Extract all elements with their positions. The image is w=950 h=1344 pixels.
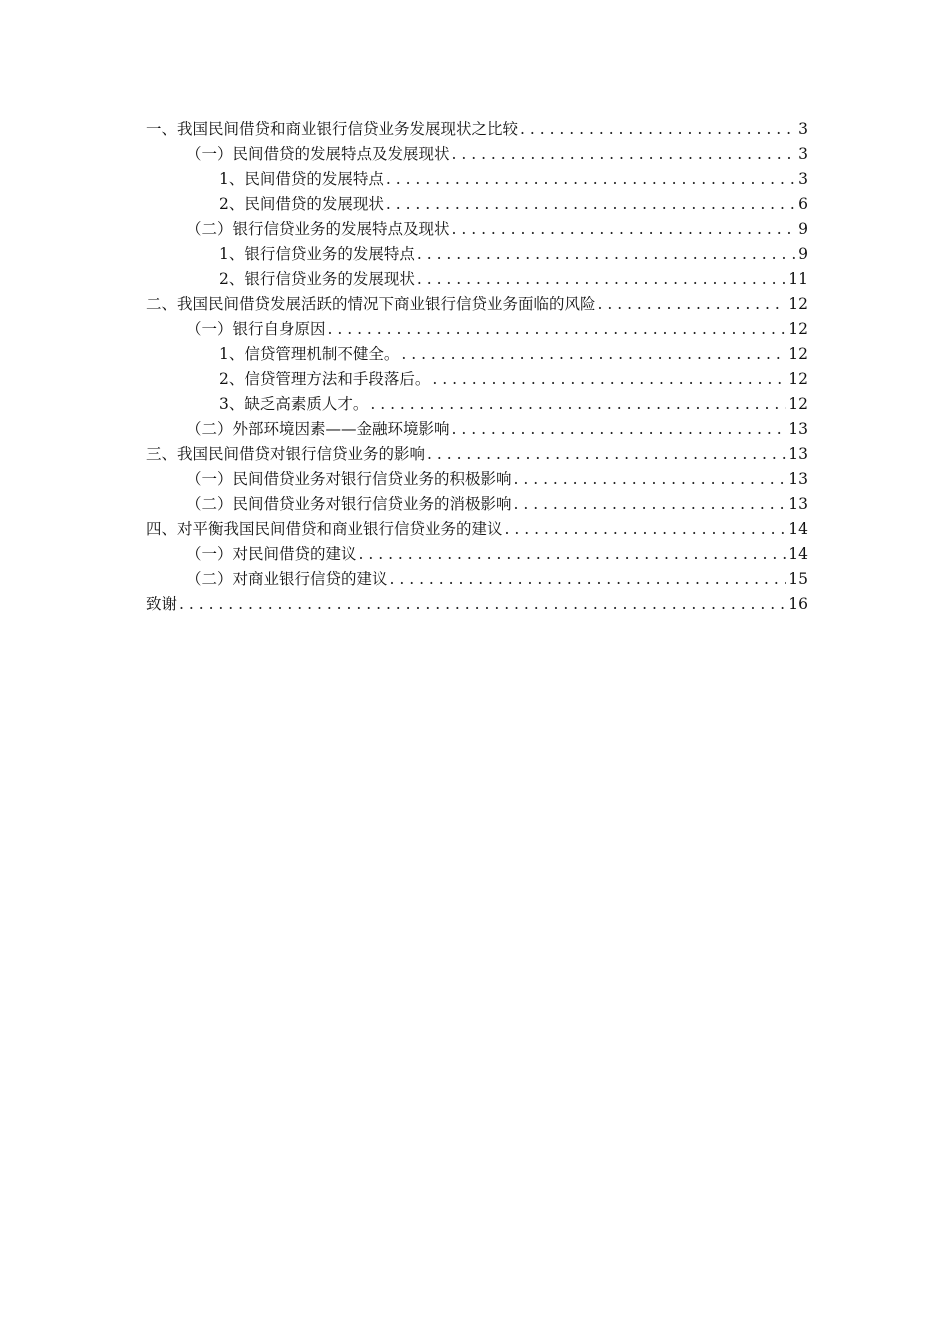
toc-page-number: 13 [788,445,808,463]
toc-dot-leader [399,342,786,367]
toc-entry[interactable] [146,592,808,617]
toc-entry-label: （二）对商业银行信贷的建议 [186,570,388,588]
toc-dot-leader [450,142,797,167]
toc-entry-label: 三、我国民间借贷对银行信贷业务的影响 [146,445,426,463]
toc-entry[interactable] [146,217,808,242]
toc-dot-leader [384,192,796,217]
toc-page-number: 13 [788,495,808,513]
toc-entry-label: 致谢 [146,595,178,613]
toc-dot-leader [512,467,787,492]
toc-entry-label: （一）民间借贷的发展特点及发展现状 [186,145,450,163]
toc-entry[interactable] [146,417,808,442]
toc-entry-label: （二）民间借贷业务对银行信贷业务的消极影响 [186,495,512,513]
toc-entry[interactable] [146,542,808,567]
toc-entry[interactable] [146,442,808,467]
toc-entry[interactable] [146,367,808,392]
toc-entry-label: （二）银行信贷业务的发展特点及现状 [186,220,450,238]
toc-entry[interactable] [146,392,808,417]
toc-entry[interactable] [146,242,808,267]
toc-page-number: 14 [788,545,808,563]
toc-entry[interactable] [146,517,808,542]
toc-entry-label: 四、对平衡我国民间借贷和商业银行信贷业务的建议 [146,520,503,538]
toc-entry-label: 3、缺乏高素质人才。 [219,395,369,413]
toc-page-number: 11 [788,270,808,288]
toc-entry[interactable] [146,142,808,167]
toc-entry-label: （一）民间借贷业务对银行信贷业务的积极影响 [186,470,512,488]
toc-entry[interactable] [146,567,808,592]
toc-page-number: 12 [788,345,808,363]
toc-dot-leader [177,592,786,617]
toc-dot-leader [430,367,786,392]
toc-entry-label: 2、民间借贷的发展现状 [219,195,384,213]
toc-page-number: 12 [788,295,808,313]
toc-entry[interactable] [146,467,808,492]
toc-page-number: 3 [798,170,808,188]
toc-page-number: 3 [798,120,808,138]
toc-dot-leader [450,417,787,442]
toc-entry[interactable] [146,492,808,517]
toc-entry-label: （一）对民间借贷的建议 [186,545,357,563]
toc-dot-leader [450,217,797,242]
toc-page-number: 9 [798,245,808,263]
toc-entry[interactable] [146,292,808,317]
toc-entry-label: 1、银行信贷业务的发展特点 [219,245,415,263]
toc-page-number: 12 [788,395,808,413]
toc-entry-label: 二、我国民间借贷发展活跃的情况下商业银行信贷业务面临的风险 [146,295,596,313]
toc-entry[interactable] [146,267,808,292]
toc-page-number: 12 [788,320,808,338]
toc-entry[interactable] [146,342,808,367]
toc-dot-leader [425,442,786,467]
table-of-contents [146,117,808,617]
toc-dot-leader [503,517,787,542]
toc-page-number: 9 [798,220,808,238]
toc-dot-leader [326,317,787,342]
toc-entry[interactable] [146,117,808,142]
toc-entry[interactable] [146,317,808,342]
toc-dot-leader [596,292,787,317]
toc-entry[interactable] [146,167,808,192]
toc-page-number: 13 [788,420,808,438]
toc-dot-leader [388,567,787,592]
toc-page-number: 15 [788,570,808,588]
toc-dot-leader [384,167,796,192]
toc-entry-label: （二）外部环境因素——金融环境影响 [186,420,450,438]
toc-page-number: 13 [788,470,808,488]
toc-entry-label: 1、民间借贷的发展特点 [219,170,384,188]
toc-page-number: 16 [788,595,808,613]
toc-dot-leader [368,392,786,417]
toc-dot-leader [512,492,787,517]
toc-page-number: 14 [788,520,808,538]
toc-entry-label: 一、我国民间借贷和商业银行信贷业务发展现状之比较 [146,120,519,138]
toc-dot-leader [415,267,786,292]
toc-dot-leader [415,242,796,267]
toc-page-number: 6 [798,195,808,213]
toc-entry[interactable] [146,192,808,217]
toc-page-number: 12 [788,370,808,388]
toc-entry-label: 2、银行信贷业务的发展现状 [219,270,415,288]
toc-dot-leader [357,542,787,567]
toc-page-number: 3 [798,145,808,163]
toc-entry-label: 1、信贷管理机制不健全。 [219,345,400,363]
toc-entry-label: 2、信贷管理方法和手段落后。 [219,370,431,388]
toc-dot-leader [518,117,796,142]
toc-entry-label: （一）银行自身原因 [186,320,326,338]
